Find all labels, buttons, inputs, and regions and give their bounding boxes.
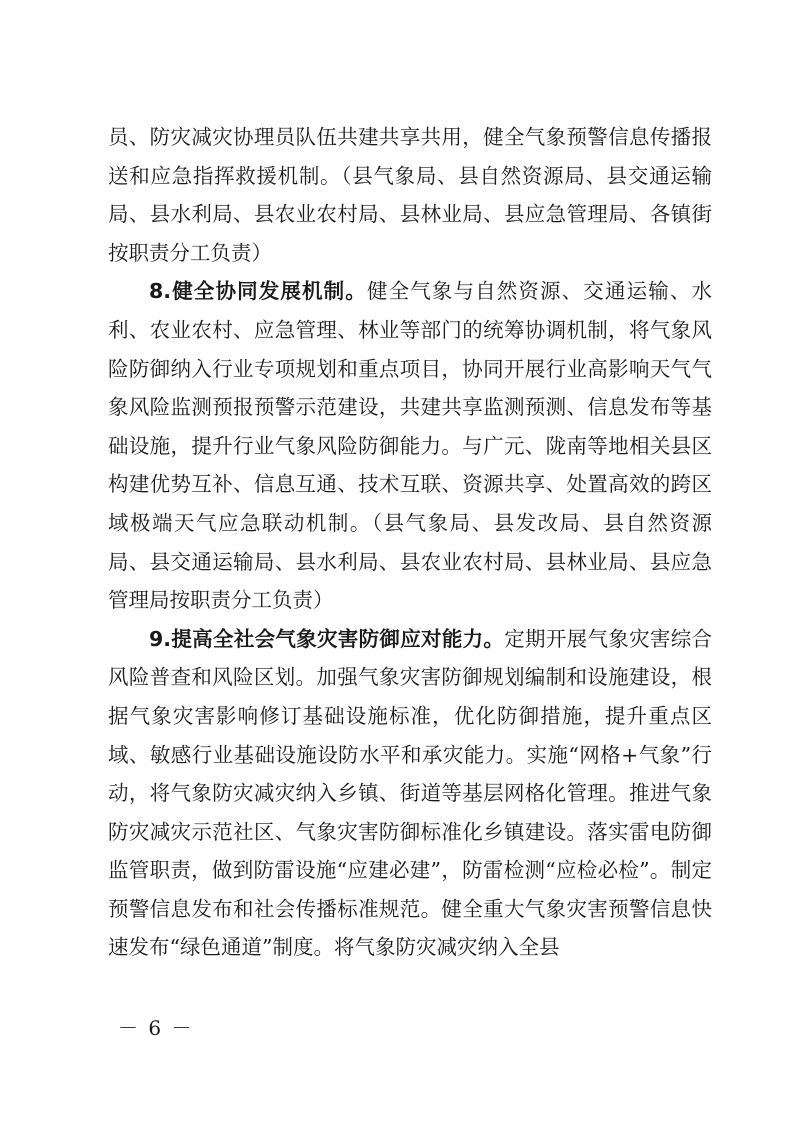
paragraph-item-8 (108, 272, 712, 619)
body-text (108, 118, 712, 967)
paragraph-text: 定期开展气象灾害综合风险普查和风险区划。加强气象灾害防御规划编制和设施建设，根据气象灾害影响修订基础设施标准，优化防御措施，提升重点区域、敏感行业基础设施设防水平和承灾能力。实施“网格+气象”行动，将气象防灾减灾纳入乡镇、街道等基层网格化管理。推进气象防灾减灾示范社区、气象灾害防御标准化乡镇建设。落实雷电防御监管职责，做到防雷设施“应建必建”，防雷检测“应检必检”。制定预警信息发布和社会传播标准规范。健全重大气象灾害预警信息快速发布“绿色通道”制度。将气象防灾减灾纳入全县 (108, 626, 712, 960)
page-number: － 6 － (118, 1016, 194, 1040)
paragraph-item-9 (108, 620, 712, 967)
paragraph-text: 健全气象与自然资源、交通运输、水利、农业农村、应急管理、林业等部门的统筹协调机制，将气象风险防御纳入行业专项规划和重点项目，协同开展行业高影响天气气象风险监测预报预警示范建设，共建共享监测预测、信息发布等基础设施，提升行业气象风险防御能力。与广元、陇南等地相关县区构建优势互补、信息互通、技术互联、资源共享、处置高效的跨区域极端天气应急联动机制。（县气象局、县发改局、县自然资源局、县交通运输局、县水利局、县农业农村局、县林业局、县应急管理局按职责分工负责） (108, 279, 712, 613)
paragraph-heading: 9.提高全社会气象灾害防御应对能力。 (149, 626, 505, 651)
paragraph-heading: 8.健全协同发展机制。 (149, 279, 367, 304)
paragraph-text: 员、防灾减灾协理员队伍共建共享共用，健全气象预警信息传播报送和应急指挥救援机制。（县气象局、县自然资源局、县交通运输局、县水利局、县农业农村局、县林业局、县应急管理局、各镇街按职责分工负责） (108, 125, 712, 265)
paragraph-continuation (108, 118, 712, 272)
